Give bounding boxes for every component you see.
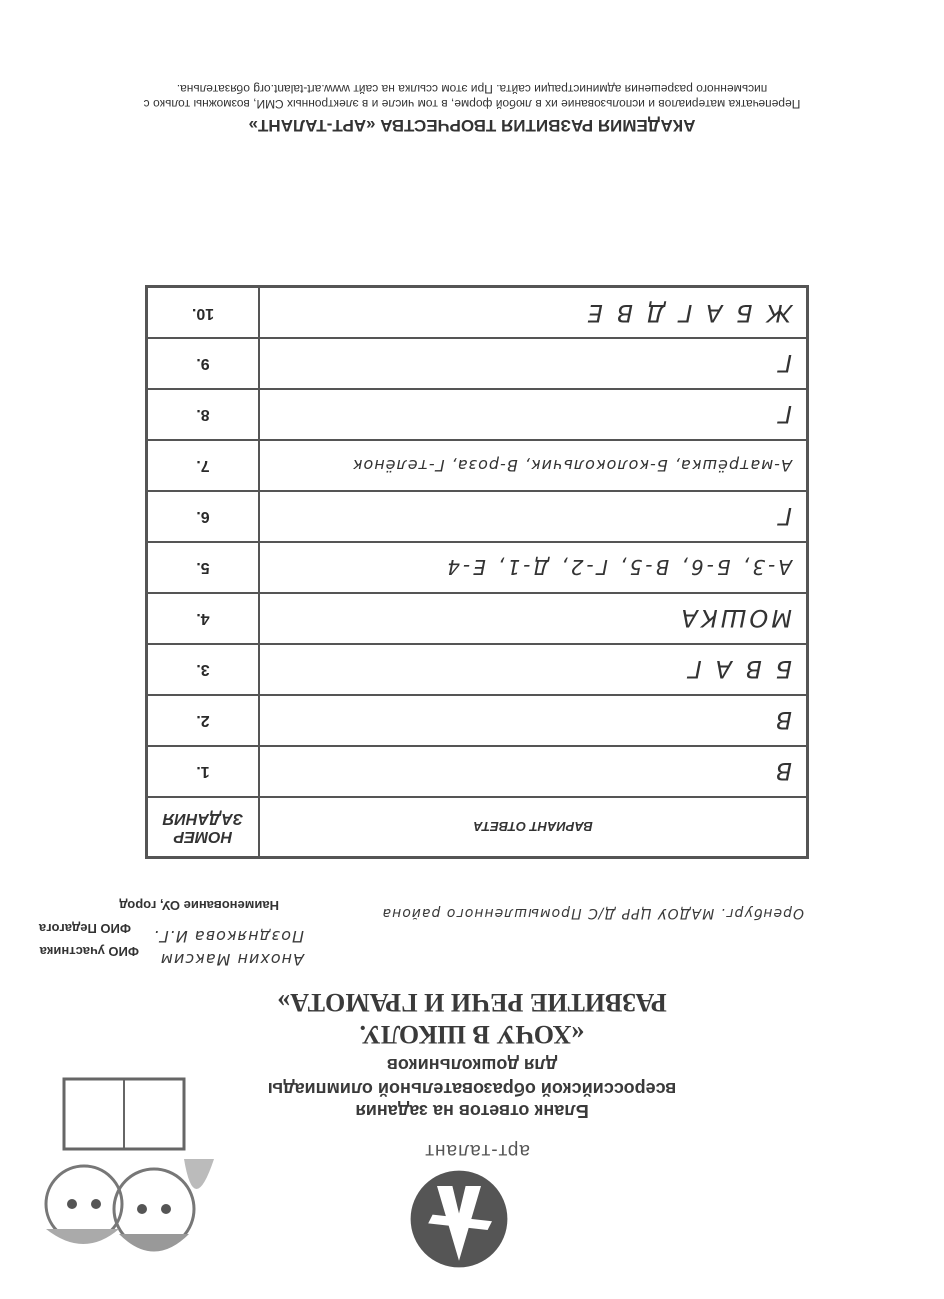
task-number: 2. [147,695,260,746]
brand-name: арт-талант [424,1140,530,1161]
teacher-value: Позднякова И.Г. [152,927,304,946]
org-label: Наименование ОУ, город [119,898,279,913]
table-row [147,338,808,389]
answer-cell[interactable]: А-3, Б-6, В-5, Г-2, Д-1, Е-4 [259,542,808,593]
art-talant-logo-icon [404,1164,514,1274]
task-number: 5. [147,542,260,593]
participant-label: ФИО участника [39,944,139,959]
table-row [147,593,808,644]
table-row [147,695,808,746]
table-row [147,491,808,542]
academy-name: АКАДЕМИЯ РАЗВИТИЯ ТВОРЧЕСТВА «АРТ-ТАЛАНТ» [248,116,696,135]
answer-cell[interactable]: Г [259,338,808,389]
answer-cell[interactable]: Ж Б А Г Д В Е [259,287,808,338]
table-row [147,389,808,440]
form-title: Бланк ответов на задания [355,1101,589,1121]
task-number: 8. [147,389,260,440]
answer-cell[interactable]: МОШКА [259,593,808,644]
task-number: 6. [147,491,260,542]
col-answer-header: ВАРИАНТ ОТВЕТА [259,797,808,858]
answer-cell[interactable]: В [259,695,808,746]
task-number: 10. [147,287,260,338]
olympiad-subject: РАЗВИТИЕ РЕЧИ И ГРАМОТА» [277,988,667,1017]
table-row [147,746,808,797]
task-number: 1. [147,746,260,797]
task-number: 9. [147,338,260,389]
table-row [147,440,808,491]
answer-cell[interactable]: Б В А Г [259,644,808,695]
table-row [147,542,808,593]
teacher-label: ФИО Педагога [38,921,131,936]
answer-cell[interactable]: А-матрёшка, Б-колокольчик, В-роза, Г-телёнок [259,440,808,491]
table-row [147,644,808,695]
org-value: Оренбург. МАДОУ ЦРР Д/С Промышленного района [381,905,804,921]
answer-cell[interactable]: В [259,746,808,797]
form-subtitle-1: всероссийской образовательной олимпиады [267,1079,677,1099]
task-number: 7. [147,440,260,491]
answer-cell[interactable]: Г [259,389,808,440]
answer-cell[interactable]: Г [259,491,808,542]
olympiad-name: «ХОЧУ В ШКОЛУ. [359,1020,585,1049]
answers-table [145,286,809,860]
participant-value: Анохин Максим [159,950,304,969]
task-number: 4. [147,593,260,644]
table-row [147,287,808,338]
col-number-header: НОМЕР ЗАДАНИЯ [147,797,260,858]
copyright-notice: Перепечатка материалов и использование их в любой форме, в том числе и в электронных СМИ, возможны только с письменного разрешения администрации сайта. При этом ссылка на сайт www.art-talant.org обязательна. [143,82,801,111]
form-subtitle-2: для дошкольников [386,1055,558,1075]
table-header-row [147,797,808,858]
task-number: 3. [147,644,260,695]
